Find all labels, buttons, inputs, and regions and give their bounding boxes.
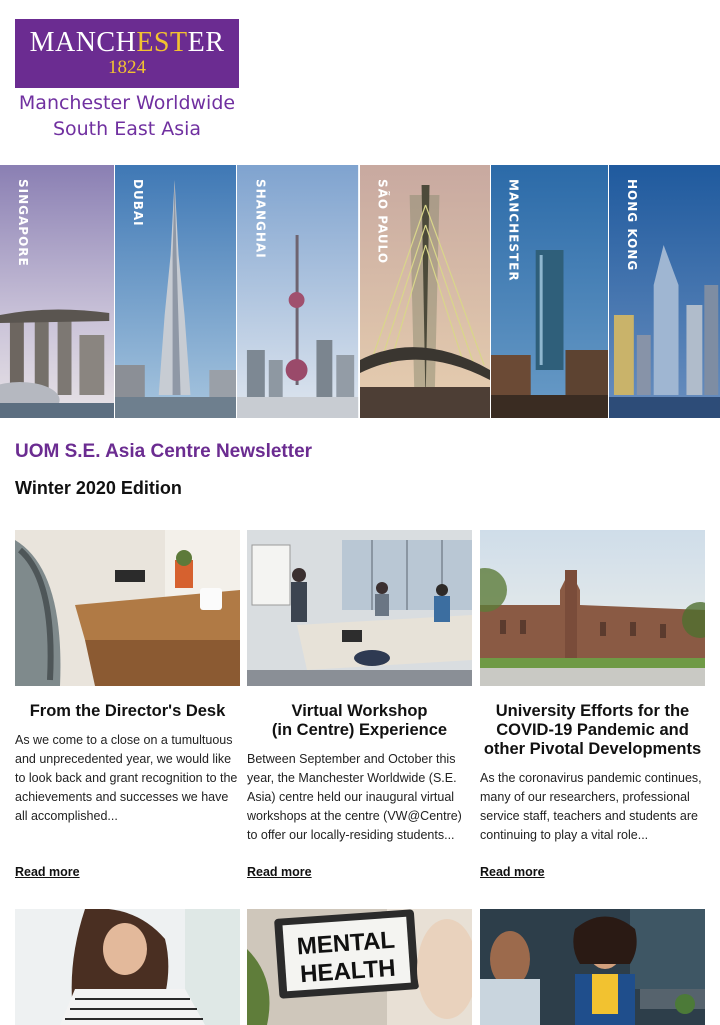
article-card-university-efforts: [480, 530, 705, 879]
banner-manchester: [491, 165, 609, 418]
logo-subtitle-line2: South East Asia: [52, 118, 202, 140]
article-image-university[interactable]: [480, 530, 705, 686]
article-title: [247, 702, 472, 740]
banner-sao-paulo: [360, 165, 491, 418]
article-card-row2-3: [480, 909, 705, 1025]
cities-banner: [0, 165, 720, 418]
edition-label: Winter 2020 Edition: [15, 478, 182, 498]
banner-dubai: [115, 165, 237, 418]
city-label: SÃO PAULO: [375, 179, 390, 265]
article-title-line1: Virtual Workshop: [291, 702, 428, 720]
read-more-link[interactable]: Read more: [247, 865, 312, 879]
city-label: SHANGHAI: [253, 179, 268, 259]
article-card-row2-2: [247, 909, 472, 1025]
article-card-virtual-workshop: [247, 530, 472, 879]
read-more-link[interactable]: Read more: [480, 865, 545, 879]
article-title: From the Director's Desk: [29, 702, 226, 720]
article-excerpt: As we come to a close on a tumultuous and unprecedented year, we would like to look back and grant recognition to the achievements and successes we have all accomplished...: [15, 733, 238, 823]
logo-subtitle-line1: Manchester Worldwide: [18, 92, 236, 114]
city-label: SINGAPORE: [16, 179, 30, 267]
logo-subtitle: [15, 90, 239, 142]
article-excerpt: As the coronavirus pandemic continues, many of our researchers, professional service staff, teachers and students are continuing to play a vital role...: [480, 771, 702, 842]
mental-health-sign-line1: MENTAL: [295, 926, 396, 961]
article-title-line2: (in Centre) Experience: [271, 721, 448, 739]
logo-year: 1824: [108, 57, 146, 78]
article-card-row2-1: [15, 909, 240, 1025]
banner-hong-kong: [609, 165, 720, 418]
article-image-team[interactable]: [480, 909, 705, 1025]
mental-health-sign-line2: HEALTH: [299, 954, 397, 989]
read-more-link[interactable]: Read more: [15, 865, 80, 879]
article-image-student[interactable]: [15, 909, 240, 1025]
article-excerpt: Between September and October this year, the Manchester Worldwide (S.E. Asia) centre held our inaugural virtual workshops at the centre (VW@Centre) to offer our locally-residing students...: [247, 752, 462, 842]
article-image-mental-health[interactable]: [247, 909, 472, 1025]
banner-shanghai: [237, 165, 359, 418]
city-label: MANCHESTER: [506, 179, 521, 282]
article-title: University Efforts for the COVID-19 Pandemic and other Pivotal Developments: [483, 702, 702, 758]
city-label: DUBAI: [131, 179, 146, 227]
banner-singapore: [0, 165, 115, 418]
article-image-desk[interactable]: [15, 530, 240, 686]
article-card-directors-desk: [15, 530, 240, 879]
logo-wordmark: MANCHESTER: [29, 27, 225, 58]
city-label: HONG KONG: [624, 179, 639, 272]
newsletter-title: UOM S.E. Asia Centre Newsletter: [15, 441, 313, 462]
article-image-workshop[interactable]: [247, 530, 472, 686]
university-logo[interactable]: [15, 19, 239, 88]
